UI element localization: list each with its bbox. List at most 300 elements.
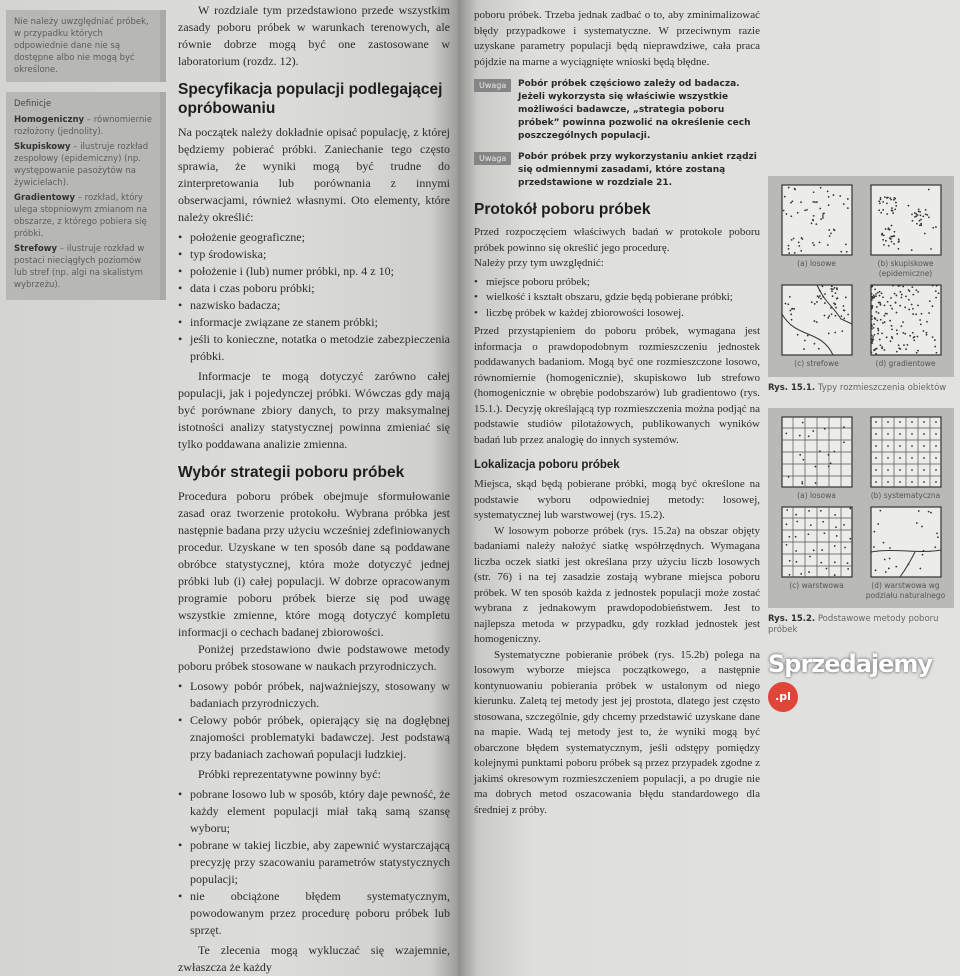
sample-dot	[908, 309, 910, 311]
sample-dot	[879, 303, 881, 305]
right-section-1: Przed rozpoczęciem właściwych badań w protokole poboru próbek powinno się określić jego procedurę. Należy przy tym uwzględnić: • miejsce poboru próbek; • wielkość i kształt obszaru, gdzie będą pobierane próbki; • liczbę próbek w każdej zbiorowości losowej. Przed przystąpieniem do poboru próbek, wymagana jest informacja o prawdopodobnym rozmieszczeniu jednostek poddawanych badaniom. Mogą być one rozmieszczone losowo, równomiernie (homogenicznie), skupiskowo lub strefowo (homogenicznie w obrębie podobszarów) lub gradientowo (rys. 15.1.). Decyzję określającą typ rozmieszczenia można podjąć na podstawie studiów pilotażowych, publikowanych wyników badań lub przez analogię do innych systemów.	[474, 225, 760, 448]
sample-dot	[813, 343, 815, 345]
sample-dot	[806, 209, 808, 211]
definition-desc: – ilustruje rozkład zespołowy (epidemiczny) (np. występowanie pasożytów na żywicielach).	[14, 142, 149, 188]
sample-dot	[935, 457, 937, 459]
sample-dot	[787, 187, 789, 189]
sample-dot	[899, 469, 901, 471]
sample-dot	[879, 510, 881, 512]
sample-dot	[834, 303, 836, 305]
sample-dot	[823, 212, 825, 214]
sample-dot	[833, 450, 835, 452]
sample-dot	[916, 336, 918, 338]
sample-dot	[870, 308, 872, 310]
sample-dot	[917, 211, 919, 213]
sample-dot	[787, 475, 789, 477]
definition-item	[14, 141, 152, 189]
sample-dot	[875, 481, 877, 483]
sample-dot	[884, 571, 886, 573]
sample-dot	[870, 293, 872, 295]
sample-dot	[884, 196, 886, 198]
fig1-d-label: (d) gradientowe	[875, 359, 936, 368]
sample-dot	[899, 445, 901, 447]
fig1-c-diagram	[781, 284, 853, 356]
sample-dot	[891, 207, 893, 209]
sample-dot	[790, 215, 792, 217]
watermark-badge: .pl	[768, 682, 798, 712]
sample-dot	[904, 333, 906, 335]
left-page	[0, 0, 458, 976]
sample-dot	[912, 313, 914, 315]
definition-term: Homogeniczny	[14, 115, 85, 125]
uwaga-text: Pobór próbek częściowo zależy od badacza. Jeżeli wykorzysta się właściwie wszystkie możliwości badawcze, „strategia poboru próbek” powinna pozwolić na określenie cech poszczególnych populacji.	[518, 79, 751, 141]
sample-dot	[816, 301, 818, 303]
definition-desc: – równomiernie rozłożony (jednolity).	[14, 115, 152, 137]
sample-dot	[816, 201, 818, 203]
uwaga-text: Pobór próbek przy wykorzystaniu ankiet rządzi się odmiennymi zasadami, które zostaną przedstawione w rozdziale 21.	[518, 152, 757, 188]
list-item: • wielkość i kształt obszaru, gdzie będą pobierane próbki;	[474, 290, 760, 306]
sample-dot	[843, 310, 845, 312]
sample-dot	[876, 319, 878, 321]
sample-dot	[917, 350, 919, 352]
sample-dot	[884, 228, 886, 230]
sample-dot	[895, 205, 897, 207]
fig2-b	[865, 416, 946, 501]
sample-dot	[798, 245, 800, 247]
sample-dot	[878, 291, 880, 293]
sample-dot	[935, 226, 937, 228]
sample-dot	[922, 330, 924, 332]
sample-dot	[875, 445, 877, 447]
sample-dot	[827, 333, 829, 335]
sample-dot	[923, 421, 925, 423]
fig1-b-label: (b) skupiskowe (epidemiczne)	[877, 259, 934, 278]
sample-dot	[889, 547, 891, 549]
sample-dot	[885, 240, 887, 242]
sample-dot	[895, 566, 897, 568]
sample-dot	[886, 197, 888, 199]
sample-dot	[787, 245, 789, 247]
sample-dot	[925, 334, 927, 336]
sample-dot	[821, 215, 823, 217]
sample-dot	[911, 445, 913, 447]
sample-dot	[891, 308, 893, 310]
sample-dot	[819, 187, 821, 189]
sample-dot	[875, 293, 877, 295]
sample-dot	[881, 332, 883, 334]
sample-dot	[847, 314, 849, 316]
sample-dot	[870, 318, 872, 320]
sample-dot	[887, 457, 889, 459]
fig1-c	[776, 284, 857, 369]
sample-dot	[809, 524, 811, 526]
sample-dot	[935, 352, 937, 354]
sample-dot	[817, 348, 819, 350]
list-item: • jeśli to konieczne, notatka o metodzie zabezpieczenia próbki.	[178, 331, 450, 365]
sample-dot	[826, 190, 828, 192]
sample-dot	[928, 312, 930, 314]
sample-dot	[892, 235, 894, 237]
sample-dot	[896, 333, 898, 335]
sample-dot	[894, 302, 896, 304]
sample-dot	[818, 450, 820, 452]
sample-dot	[932, 227, 934, 229]
sample-dot	[815, 321, 817, 323]
sample-dot	[899, 457, 901, 459]
sample-dot	[935, 421, 937, 423]
sample-dot	[897, 238, 899, 240]
fig2-c-label: (c) warstwowa	[789, 581, 844, 590]
sample-dot	[846, 562, 848, 564]
sample-dot	[827, 196, 829, 198]
fig2-d-label: (d) warstwowa wg podziału naturalnego	[865, 581, 946, 600]
sample-dot	[870, 306, 872, 308]
panel-frame	[782, 285, 852, 355]
sample-dot	[804, 209, 806, 211]
sample-dot	[872, 336, 874, 338]
fig1-d-diagram	[870, 284, 942, 356]
sample-dot	[831, 295, 833, 297]
sample-dot	[801, 482, 803, 484]
sample-dot	[839, 195, 841, 197]
sample-dot	[928, 216, 930, 218]
fig1-b	[865, 184, 946, 278]
sample-dot	[913, 339, 915, 341]
sample-dot	[899, 305, 901, 307]
fig2-c-diagram	[781, 506, 853, 578]
sample-dot	[883, 349, 885, 351]
sample-dot	[911, 433, 913, 435]
sample-dot	[785, 544, 787, 546]
figure-15-2-caption: Rys. 15.2. Podstawowe metody poboru próbek	[768, 614, 939, 635]
sample-dot	[890, 325, 892, 327]
panel-frame	[782, 185, 852, 255]
sample-dot	[836, 287, 838, 289]
sample-dot	[827, 204, 829, 206]
sample-dot	[919, 319, 921, 321]
sample-dot	[821, 285, 823, 287]
sample-dot	[886, 202, 888, 204]
list-item: • data i czas poboru próbki;	[178, 280, 450, 297]
sample-dot	[876, 292, 878, 294]
sample-dot	[910, 249, 912, 251]
sample-dot	[911, 286, 913, 288]
sample-dot	[834, 514, 836, 516]
sample-dot	[810, 223, 812, 225]
left-section-1: Na początek należy dokładnie opisać populację, z której będziemy pobierać próbki. Zaniechanie tego często sprawia, że wyniki mogą być trudne do zinterpretowania lub porównania z innymi obserwacjami, również własnymi. Oto elementy, które należy określić: • położenie geograficzne; • typ środowiska; • położenie i (lub) numer próbki, np. 4 z 10; • data i czas poboru próbki; • nazwisko badacza; • informacje związane ze stanem próbki; • jeśli to konieczne, notatka o metodzie zabezpieczenia próbki. Informacje te mogą dotyczyć zarówno całej populacji, jak i pojedynczej próbki. Wówczas gdy mają być porównane zbiory danych, to przy maksymalnej istotności analizy statystycznej powinna zmieniać się tylko poddawana analizie zmienna.	[178, 124, 450, 453]
sample-dot	[893, 243, 895, 245]
sample-dot	[801, 421, 803, 423]
sample-dot	[895, 329, 897, 331]
sample-dot	[790, 202, 792, 204]
sample-dot	[874, 288, 876, 290]
sample-dot	[925, 332, 927, 334]
sample-dot	[793, 188, 795, 190]
sample-dot	[845, 251, 847, 253]
sample-dot	[890, 210, 892, 212]
sample-dot	[900, 297, 902, 299]
sample-dot	[812, 215, 814, 217]
sample-dot	[888, 558, 890, 560]
definition-item	[14, 114, 152, 138]
list-item: • Celowy pobór próbek, opierający się na dogłębnej znajomości problematyki badawczej. Jest podstawą przy badaniach zachowań populacji ludzkiej.	[178, 712, 450, 763]
sample-dot	[883, 321, 885, 323]
sample-dot	[791, 200, 793, 202]
sample-dot	[795, 550, 797, 552]
sample-dot	[819, 208, 821, 210]
sample-dot	[844, 296, 846, 298]
sample-dot	[883, 305, 885, 307]
sample-dot	[785, 432, 787, 434]
sample-dot	[935, 469, 937, 471]
sample-dot	[911, 481, 913, 483]
sample-dot	[828, 229, 830, 231]
sample-dot	[842, 305, 844, 307]
sample-dot	[924, 213, 926, 215]
definition-item	[14, 243, 152, 291]
sample-dot	[897, 241, 899, 243]
sample-dot	[819, 510, 821, 512]
watermark	[768, 650, 954, 712]
left-section-2: Procedura poboru próbek obejmuje sformułowanie zasad oraz tworzenie protokołu. Wybrana próbka jest następnie badana przy użyciu wcześniej zdefiniowanych procedur. Uzyskane w ten sposób dane są poddawane obróbce statystycznej, która może dotyczyć jednej próbki lub (i) całej populacji. W dobrze opracowanym programie poboru próbek bierze się pod uwagę wszystkie zmienne, które mogą dotyczyć kompletu informacji o cechach badanej zbiorowości. Poniżej przedstawiono dwie podstawowe metody poboru próbek stosowane w naukach przyrodniczych. • Losowy pobór próbek, najważniejszy, stosowany w badaniach przyrodniczych. • Celowy pobór próbek, opierający się na dogłębnej znajomości problematyki badawczej. Jest podstawą przy badaniach zachowań populacji ludzkiej. Próbki reprezentatywne powinny być: • pobrane losowo lub w sposób, który daje pewność, że każdy element populacji miał taką samą szansę wyboru; • pobrane w takiej liczbie, aby zapewnić wystarczającą precyzję przy szacowaniu parametrów statystycznych populacji; • nie obciążone błędem systematycznym, powodowanym przez procedurę poboru próbek lub sprzęt. Te zlecenia mogą wykluczać się wzajemnie, zwłaszcza że każdy	[178, 488, 450, 976]
sample-dot	[930, 512, 932, 514]
sample-dot	[913, 212, 915, 214]
sample-dot	[799, 453, 801, 455]
sample-dot	[887, 245, 889, 247]
sample-dot	[878, 209, 880, 211]
sample-dot	[933, 339, 935, 341]
fig1-b-diagram	[870, 184, 942, 256]
list-item: • Losowy pobór próbek, najważniejszy, stosowany w badaniach przyrodniczych.	[178, 678, 450, 712]
sample-dot	[824, 293, 826, 295]
sample-dot	[814, 465, 816, 467]
sample-dot	[917, 305, 919, 307]
sample-dot	[830, 313, 832, 315]
sample-dot	[800, 201, 802, 203]
fig2-d	[865, 506, 946, 600]
sample-dot	[832, 194, 834, 196]
heading-specyfikacja: Specyfikacja populacji podlegającej opróbowaniu	[178, 81, 443, 117]
sample-dot	[835, 526, 837, 528]
sample-dot	[895, 295, 897, 297]
sample-dot	[936, 536, 938, 538]
sample-dot	[875, 469, 877, 471]
sample-dot	[831, 290, 833, 292]
sample-dot	[825, 568, 827, 570]
sample-dot	[923, 469, 925, 471]
sample-dot	[870, 326, 872, 328]
sample-dot	[790, 239, 792, 241]
sample-dot	[833, 287, 835, 289]
sample-dot	[882, 209, 884, 211]
sample-dot	[887, 421, 889, 423]
sample-dot	[834, 332, 836, 334]
sample-dot	[797, 241, 799, 243]
sample-dot	[878, 200, 880, 202]
sample-dot	[821, 549, 823, 551]
list-item: • nazwisko badacza;	[178, 297, 450, 314]
sample-dot	[930, 248, 932, 250]
sample-dot	[897, 248, 899, 250]
sample-dot	[915, 313, 917, 315]
sample-dot	[935, 433, 937, 435]
sample-dot	[902, 332, 904, 334]
sample-dot	[807, 533, 809, 535]
sample-dot	[889, 197, 891, 199]
sample-dot	[791, 308, 793, 310]
sample-dot	[882, 542, 884, 544]
sample-dot	[892, 212, 894, 214]
sample-dot	[935, 481, 937, 483]
sample-dot	[813, 244, 815, 246]
sample-dot	[820, 298, 822, 300]
sample-dot	[931, 285, 933, 287]
sample-dot	[870, 342, 872, 344]
sample-dot	[879, 319, 881, 321]
sample-dot	[923, 481, 925, 483]
sample-dot	[893, 197, 895, 199]
sample-dot	[823, 315, 825, 317]
sample-dot	[811, 219, 813, 221]
sample-dot	[788, 252, 790, 254]
sample-dot	[795, 561, 797, 563]
sample-dot	[880, 212, 882, 214]
sample-dot	[870, 338, 872, 340]
sample-dot	[912, 337, 914, 339]
sample-dot	[843, 317, 845, 319]
sample-dot	[843, 441, 845, 443]
sample-dot	[807, 435, 809, 437]
sample-dot	[890, 225, 892, 227]
sample-dot	[877, 330, 879, 332]
sample-dot	[878, 339, 880, 341]
sample-dot	[912, 308, 914, 310]
sample-dot	[899, 481, 901, 483]
sample-dot	[832, 288, 834, 290]
sample-dot	[835, 535, 837, 537]
sample-dot	[814, 482, 816, 484]
sample-dot	[828, 315, 830, 317]
sample-dot	[934, 346, 936, 348]
figure-15-2	[768, 408, 954, 609]
sample-dot	[844, 243, 846, 245]
sample-dot	[793, 308, 795, 310]
sample-dot	[883, 315, 885, 317]
sample-dot	[830, 285, 832, 287]
sample-dot	[911, 220, 913, 222]
sample-dot	[843, 426, 845, 428]
sample-dot	[835, 307, 837, 309]
sample-dot	[897, 344, 899, 346]
sample-dot	[872, 327, 874, 329]
sample-dot	[889, 305, 891, 307]
sample-dot	[846, 207, 848, 209]
sample-dot	[918, 224, 920, 226]
sample-dot	[873, 318, 875, 320]
sample-dot	[887, 481, 889, 483]
figure-15-1	[768, 176, 954, 377]
sample-dot	[828, 235, 830, 237]
uwaga-badge: Uwaga	[474, 152, 511, 165]
watermark-logo: Sprzedajemy	[768, 650, 933, 678]
sample-dot	[847, 568, 849, 570]
sample-dot	[834, 315, 836, 317]
sample-dot	[836, 297, 838, 299]
uwaga-note-1	[474, 78, 760, 143]
heading-lokalizacja: Lokalizacja poboru próbek	[474, 459, 620, 471]
definition-item	[14, 192, 152, 240]
sample-dot	[790, 313, 792, 315]
sample-dot	[900, 325, 902, 327]
sample-dot	[785, 213, 787, 215]
sample-dot	[875, 421, 877, 423]
sample-dot	[911, 421, 913, 423]
sample-dot	[788, 296, 790, 298]
sample-dot	[813, 320, 815, 322]
sample-dot	[796, 334, 798, 336]
fig2-b-diagram	[870, 416, 942, 488]
sample-dot	[874, 569, 876, 571]
sample-dot	[790, 319, 792, 321]
sample-dot	[849, 508, 851, 510]
sample-dot	[820, 218, 822, 220]
sample-dot	[935, 445, 937, 447]
sample-dot	[794, 536, 796, 538]
sample-dot	[833, 561, 835, 563]
sample-dot	[789, 310, 791, 312]
sample-dot	[829, 462, 831, 464]
sample-dot	[796, 212, 798, 214]
sample-dot	[800, 250, 802, 252]
sample-dot	[912, 294, 914, 296]
sample-dot	[920, 313, 922, 315]
sample-dot	[877, 302, 879, 304]
fig1-c-label: (c) strefowe	[794, 359, 839, 368]
fig1-d	[865, 284, 946, 369]
sample-dot	[880, 292, 882, 294]
sample-dot	[784, 303, 786, 305]
figure-15-1-caption: Rys. 15.1. Typy rozmieszczenia obiektów	[768, 382, 947, 393]
sample-dot	[911, 469, 913, 471]
sample-dot	[898, 285, 900, 287]
sample-dot	[895, 202, 897, 204]
sample-dot	[921, 554, 923, 556]
right-page	[458, 0, 960, 976]
sample-dot	[928, 300, 930, 302]
sample-dot	[875, 433, 877, 435]
fig2-c	[776, 506, 857, 600]
sample-dot	[882, 239, 884, 241]
sample-dot	[917, 510, 919, 512]
sample-dot	[871, 286, 873, 288]
sample-dot	[787, 248, 789, 250]
sample-dot	[830, 232, 832, 234]
sample-dot	[878, 295, 880, 297]
list-item: • nie obciążone błędem systematycznym, powodowanym przez procedurę poboru próbek lub sprzęt.	[178, 888, 450, 939]
heading-protokol: Protokół poboru próbek	[474, 201, 651, 218]
sample-dot	[870, 335, 872, 337]
sample-dot	[873, 334, 875, 336]
sample-dot	[787, 303, 789, 305]
sample-dot	[875, 295, 877, 297]
sample-dot	[830, 288, 832, 290]
sample-dot	[921, 526, 923, 528]
sample-dot	[841, 330, 843, 332]
sample-dot	[893, 199, 895, 201]
sample-dot	[887, 433, 889, 435]
sample-dot	[889, 320, 891, 322]
sample-dot	[843, 524, 845, 526]
